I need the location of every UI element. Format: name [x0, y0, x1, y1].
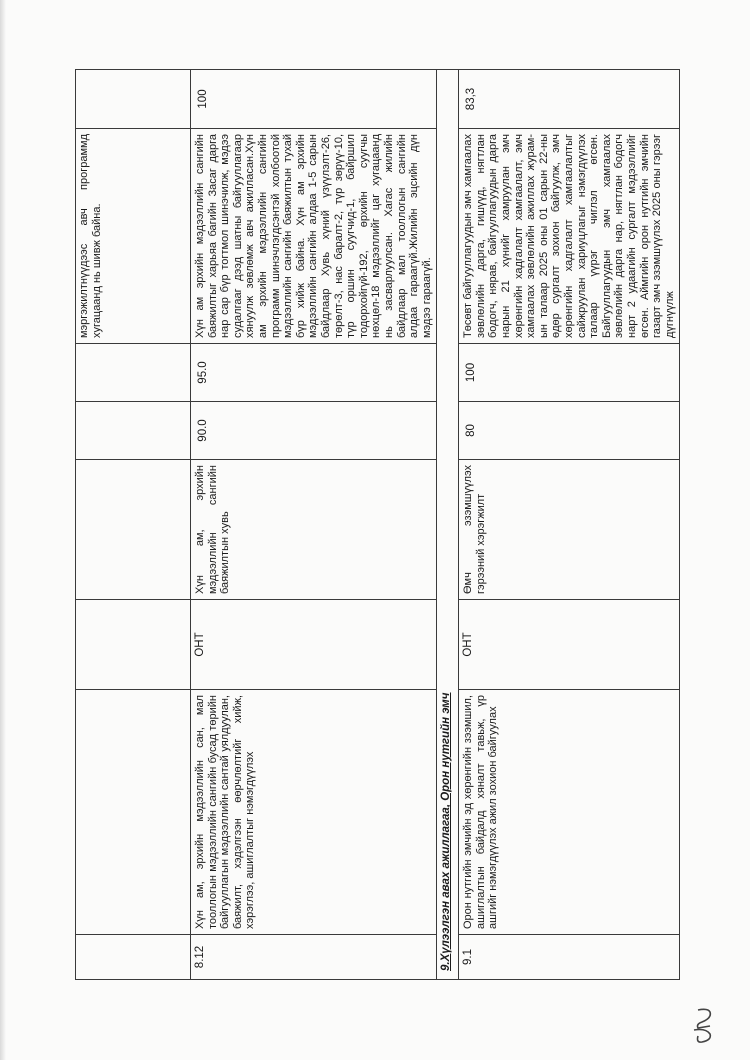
- table-row-9-1: [459, 70, 680, 980]
- row-responsible: ОНТ: [459, 600, 680, 690]
- table-row-continued: [76, 70, 191, 980]
- row-score: 83,3: [459, 70, 680, 129]
- rotated-table-wrapper: [75, 70, 676, 980]
- handwritten-page-number: [690, 1006, 716, 1046]
- row-score: 100: [191, 70, 437, 129]
- row-baseline: 80: [459, 402, 680, 460]
- row-number: 8.12: [191, 935, 437, 980]
- row-indicator: Өмч эзэмшүүлэх гэрээний хэрэгжилт: [459, 460, 680, 600]
- row-baseline: 90.0: [191, 402, 437, 460]
- report-table: [75, 69, 680, 980]
- section-heading-row: [437, 70, 459, 980]
- cell-empty: [76, 70, 191, 129]
- section-title: 9.Хүлээлгэн авах ажиллагаа, Орон нутгийн эмч: [437, 70, 459, 980]
- cell-empty: [76, 690, 191, 935]
- row-target: 100: [459, 344, 680, 402]
- row-responsible: ОНТ: [191, 600, 437, 690]
- cell-empty: [76, 935, 191, 980]
- cell-empty: [76, 600, 191, 690]
- cell-empty: [76, 344, 191, 402]
- row-result: Хүн ам эрхийн мэдээллийн сангийн баяжилтыг харьяа багийн Засаг дарга нар сар бүр тогтмол шинэчилж, мэдээ судалгааг дээд шатны байгууллагаар хянуулж зөвлөмж авч ажилласан.Хүн ам эрхийн мэдээллийн сангийн программ шинэчлэгдсэнтэй холбоотой мэдээллийн сангийн баяжилтын тухай бүр хийж байна. Хүн ам эрхийн мэдээллийн сангийн алдаа 1-5 сарын байдлаар Хувь хүний үзүүлэлт-26, төрөлт-3, нас баралт-2, түр зөрүү-10, түр оршин суугчид-1, байршил тодорхойгүй-192, өрхийн суугчы нөхцөл-18 мэдээллийг цаг хугацаанд нь засварлуулсан. Хагас жилийн байдлаар мал тооллогын сангийн алдаа гараагүй.Жилийн эцсийн дүн мэдээ гараагүй.: [191, 129, 437, 344]
- cell-empty: [76, 460, 191, 600]
- row-indicator: Хүн ам, эрхийн мэдээллийн сангийн баяжилтын хувь: [191, 460, 437, 600]
- row-number: 9.1: [459, 935, 680, 980]
- row-result: Төсөвт байгууллагуудын эмч хамгаалах зөвлөлийн дарга, гишүүд, нягтлан бодогч, нярав, байгууллагуудын дарга нарын 21 хүнийг хамруулан эмч хөрөнгийн хадгалалт хамгаалалт, эмч хамгаалах зөвлөлийн ажиллах журам-ын талаар 2025 оны 01 сарын 22-ны өдөр сургалт зохион байгуулж, эмч хөрөнгийн хадгалалт хамгаалалтыг сайжруулан хариуцлагыг нэмэгдүүлэх талаар үүрэг чиглэл өгсөн. Байгууллагуудын эмч хамгаалах зөвлөлийн дарга нар, нягтлан бодогч нарт 2 удаагийн сургалт мэдээллийг өгсөн. Аймгийн орон нутгийн эмчийн газарт эмч эзэмшүүлэх 2025 оны гэрээг дүгнүүлж: [459, 129, 680, 344]
- scan-edge: [0, 0, 6, 1060]
- row-activity: Хүн ам, эрхийн мэдээллийн сан, мал тооллогын мэдээллийн сангийн бусад төрийн байгууллагын мэдээллийн сантай уялдуулан, баяжилт, хэдэлгээн өөрчлөлтийг хийж, хэрэглээ, ашиглалтыг нэмэгдүүлэх: [191, 690, 437, 935]
- cell-empty: [76, 402, 191, 460]
- row-target: 95.0: [191, 344, 437, 402]
- row-activity: Орон нутгийн эмчийн эд хөрөнгийн зээмшил, ашиглалтын байдалд хяналт тавьж, үр ашгийг нэмэгдүүлэх ажил зохион байгуулах: [459, 690, 680, 935]
- table-row-8-12: [191, 70, 437, 980]
- row-prev-result: мэргэжилтнүүдээс авч программд хугацаанд нь шивж байна.: [76, 129, 191, 344]
